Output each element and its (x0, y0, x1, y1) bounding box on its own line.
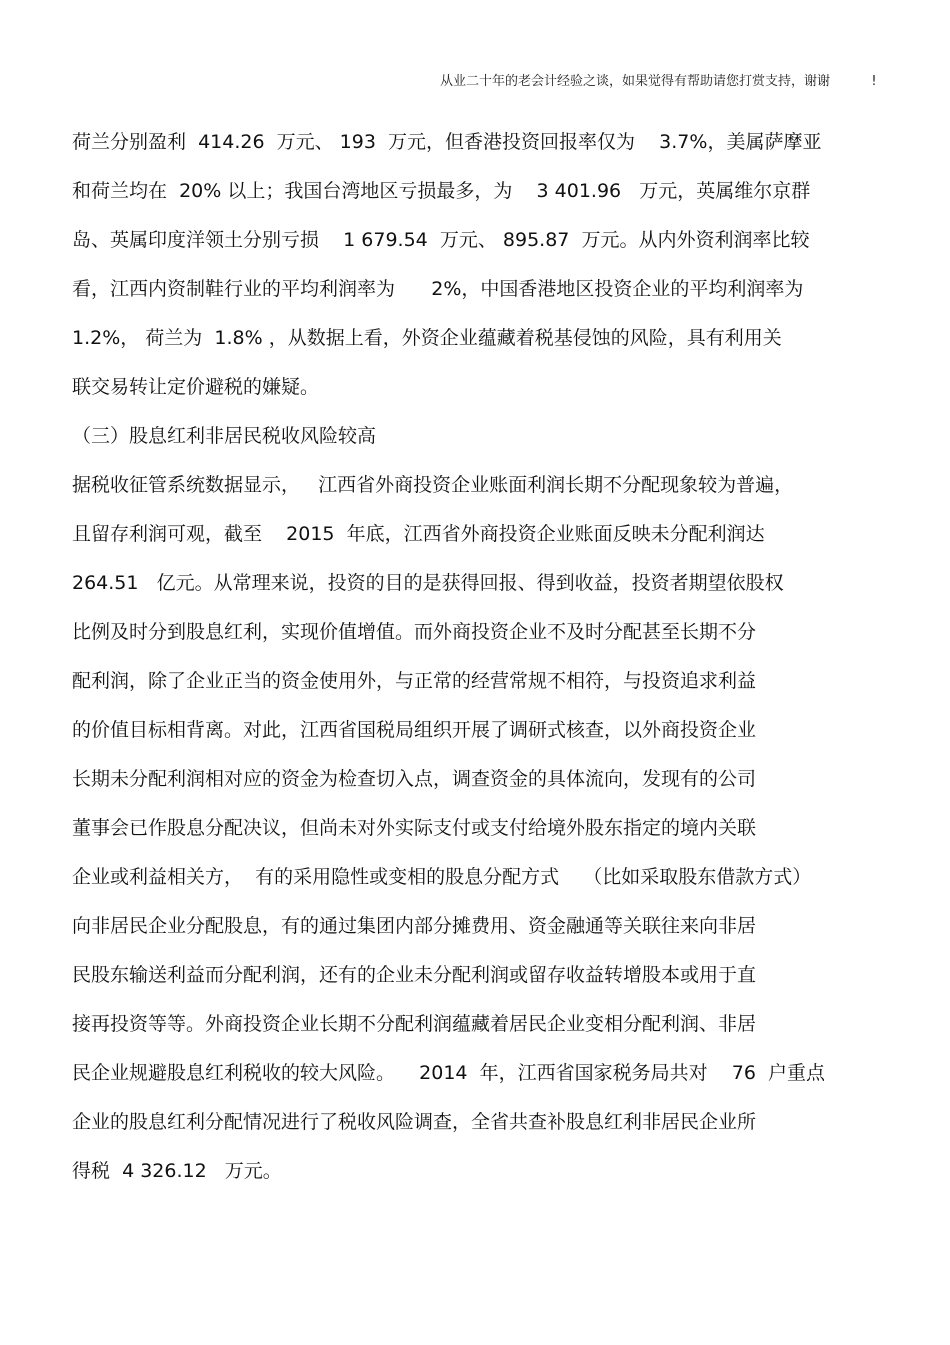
paragraph-line: 且留存利润可观，截至 2015 年底，江西省外商投资企业账面反映未分配利润达 (72, 523, 765, 545)
paragraph-line: 民股东输送利益而分配利润，还有的企业未分配利润或留存收益转增股本或用于直 (72, 964, 757, 986)
paragraph-line: 接再投资等等。外商投资企业长期不分配利润蕴藏着居民企业变相分配利润、非居 (72, 1013, 757, 1035)
paragraph-line: 企业或利益相关方， 有的采用隐性或变相的股息分配方式 （比如采取股东借款方式） (72, 866, 812, 888)
paragraph-line: 荷兰分别盈利 414.26 万元、 193 万元，但香港投资回报率仅为 3.7%，美属萨摩亚 (72, 131, 822, 153)
section-heading: （三）股息红利非居民税收风险较高 (72, 425, 377, 447)
paragraph-line: 配利润，除了企业正当的资金使用外，与正常的经营常规不相符，与投资追求利益 (72, 670, 757, 692)
paragraph-line: 董事会已作股息分配决议，但尚未对外实际支付或支付给境外股东指定的境内关联 (72, 817, 757, 839)
paragraph-line: 民企业规避股息红利税收的较大风险。 2014 年，江西省国家税务局共对 76 户重点 (72, 1062, 826, 1084)
paragraph-line: 岛、英属印度洋领土分别亏损 1 679.54 万元、 895.87 万元。从内外资利润率比较 (72, 229, 810, 251)
paragraph-line: 长期未分配利润相对应的资金为检查切入点，调查资金的具体流向，发现有的公司 (72, 768, 757, 790)
paragraph-line: 和荷兰均在 20% 以上；我国台湾地区亏损最多，为 3 401.96 万元，英属维尔京群 (72, 180, 811, 202)
paragraph-line: 向非居民企业分配股息，有的通过集团内部分摊费用、资金融通等关联往来向非居 (72, 915, 757, 937)
paragraph-line: 据税收征管系统数据显示， 江西省外商投资企业账面利润长期不分配现象较为普遍， (72, 474, 794, 496)
paragraph-line: 联交易转让定价避税的嫌疑。 (72, 376, 320, 398)
paragraph-line: 264.51 亿元。从常理来说，投资的目的是获得回报、得到收益，投资者期望依股权 (72, 572, 784, 594)
paragraph-line: 看，江西内资制鞋行业的平均利润率为 2%，中国香港地区投资企业的平均利润率为 (72, 278, 804, 300)
paragraph-line: 得税 4 326.12 万元。 (72, 1160, 282, 1182)
paragraph-line: 企业的股息红利分配情况进行了税收风险调查，全省共查补股息红利非居民企业所 (72, 1111, 757, 1133)
paragraph-line: 比例及时分到股息红利，实现价值增值。而外商投资企业不及时分配甚至长期不分 (72, 621, 757, 643)
paragraph-line: 1.2%， 荷兰为 1.8% ，从数据上看，外资企业蕴藏着税基侵蚀的风险，具有利用关 (72, 327, 782, 349)
document-body (72, 125, 882, 1203)
page-header-note: 从业二十年的老会计经验之谈，如果觉得有帮助请您打赏支持，谢谢 ! (440, 74, 877, 89)
paragraph-line: 的价值目标相背离。对此，江西省国税局组织开展了调研式核查，以外商投资企业 (72, 719, 757, 741)
